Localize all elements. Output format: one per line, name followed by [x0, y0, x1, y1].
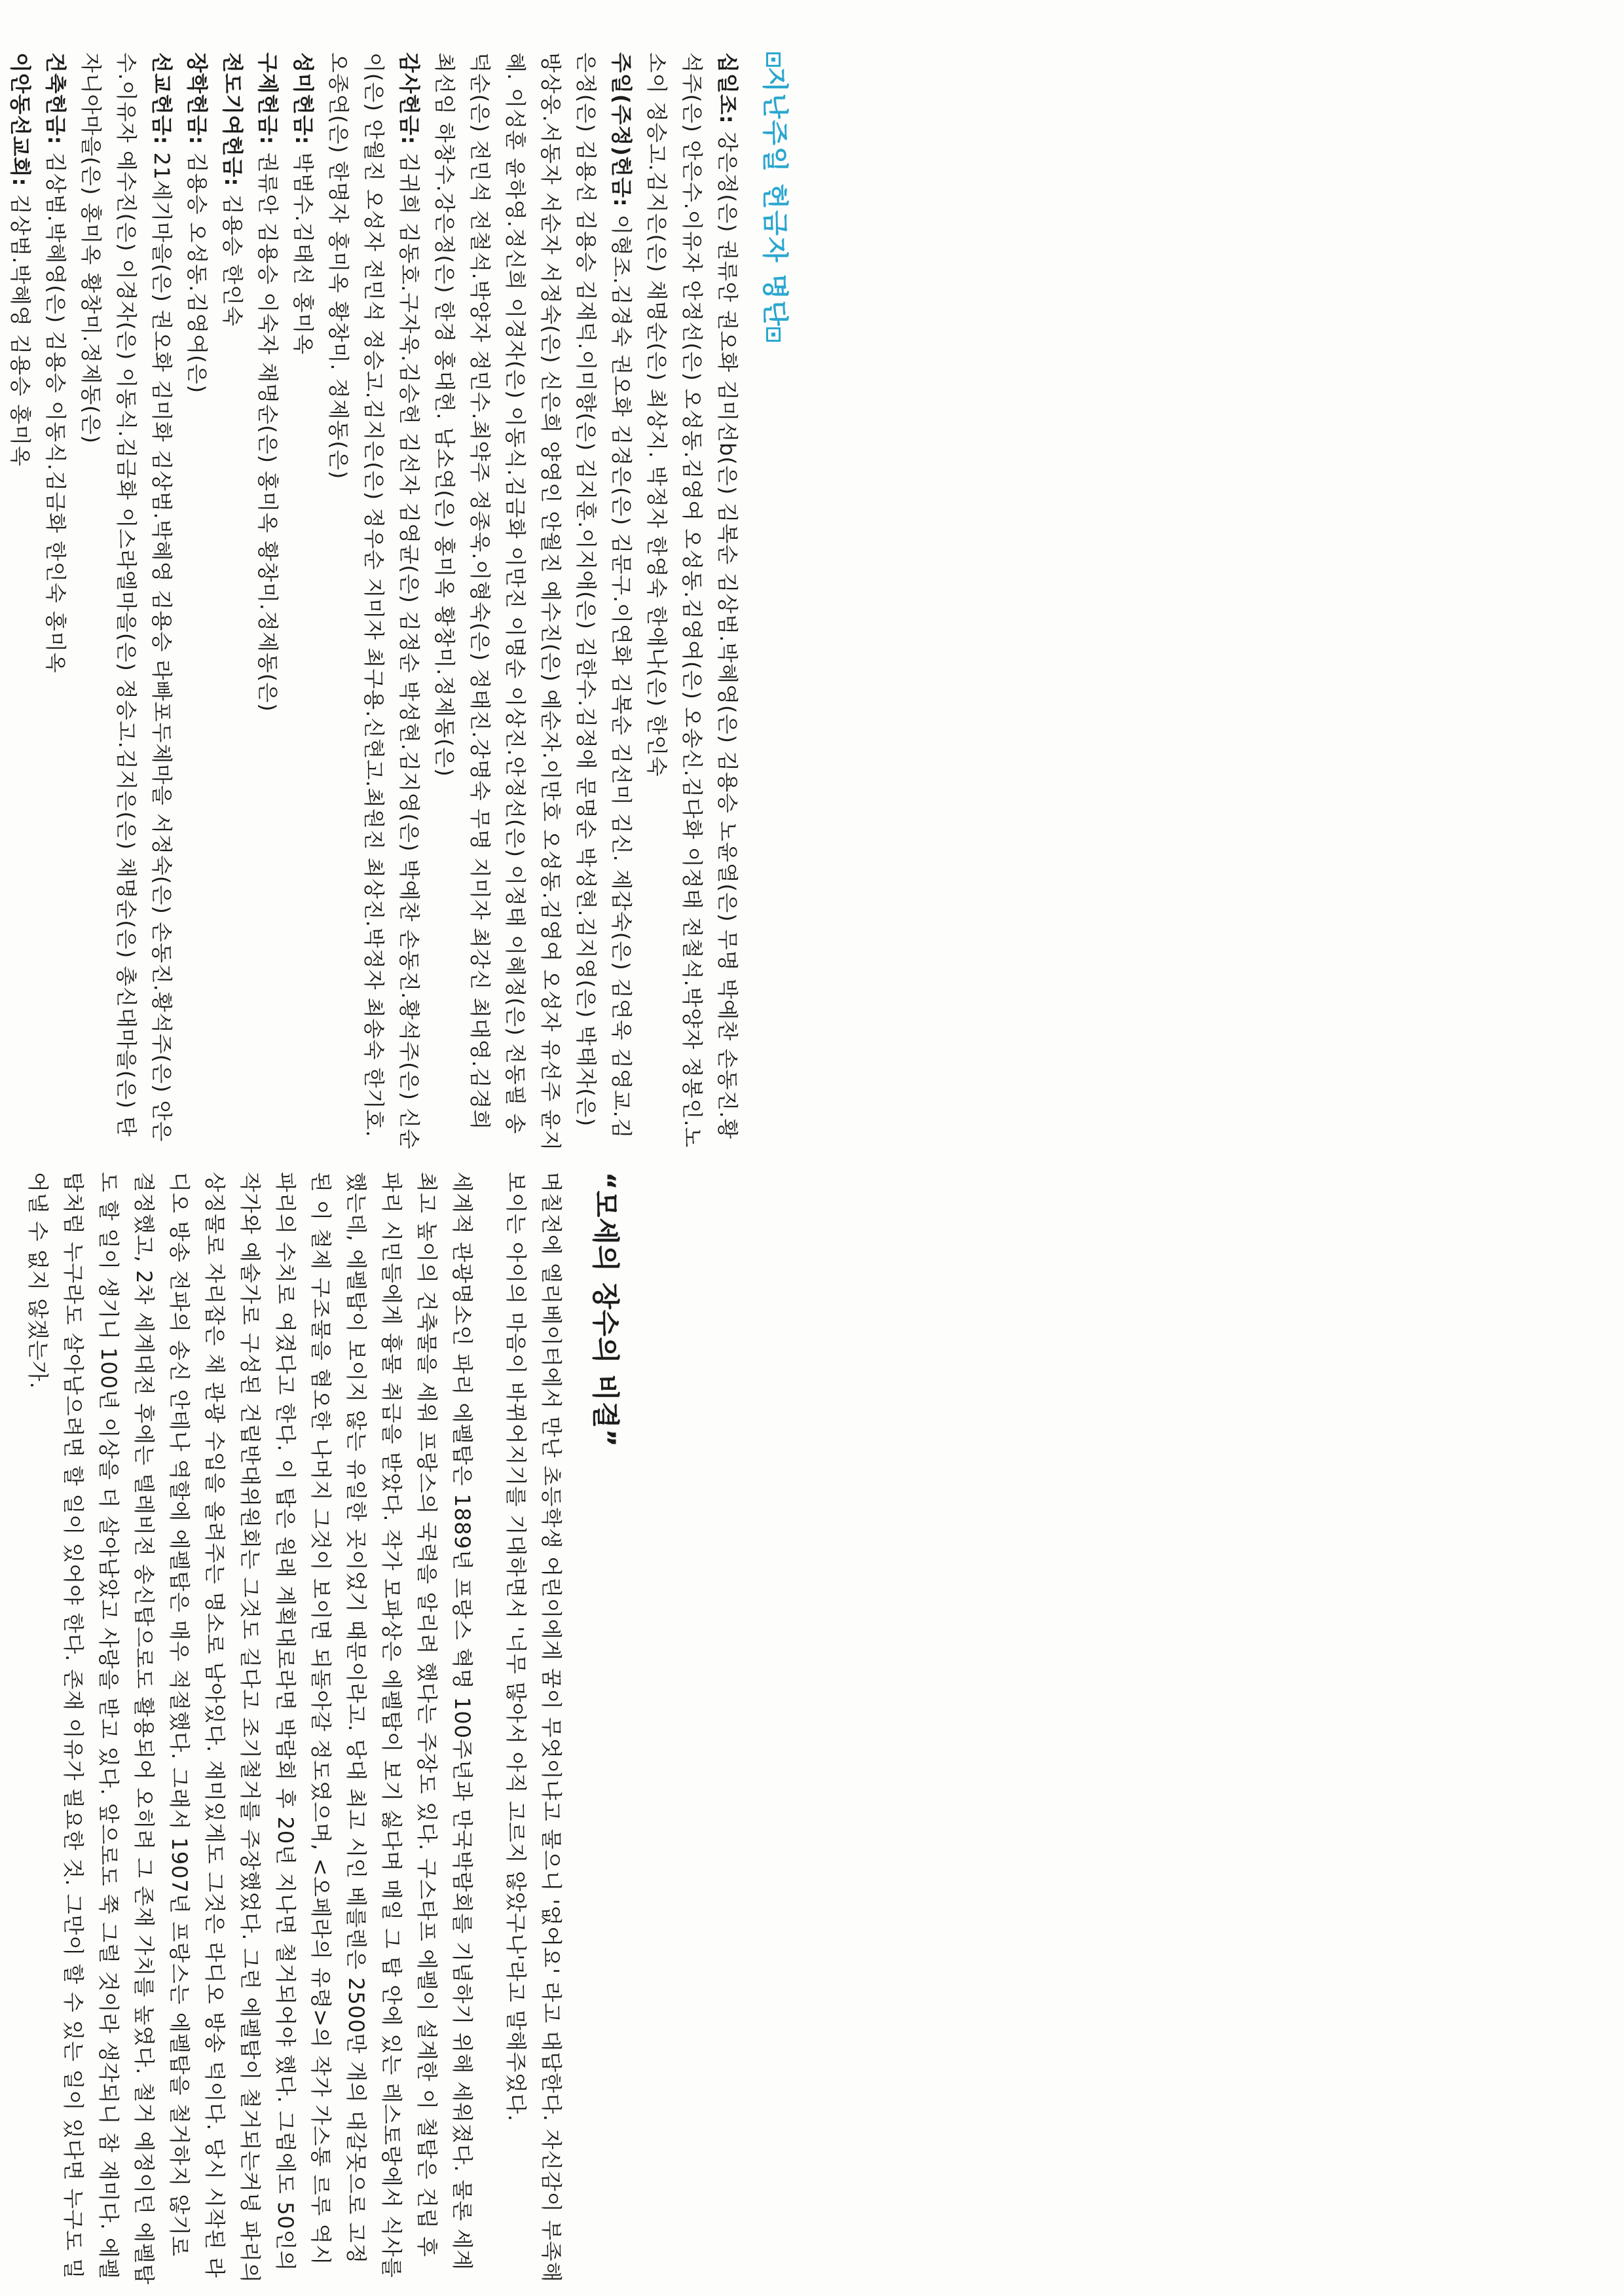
offering-title — [745, 52, 1264, 1152]
entry-mission — [73, 52, 179, 1152]
entry-label: 장학헌금: — [185, 52, 210, 145]
entry-label: 주일(주정)헌금: — [609, 52, 634, 208]
entry-scholarship — [179, 52, 215, 1152]
entry-names: 김상범.박혜영(은) 김용승 이동식.김금화 한인숙 홍미옥 — [43, 152, 68, 674]
story-paragraph: 며칠전에 엘리베이터에서 만난 초등학생 어린이에게 꿈이 무엇이냐고 물으니 '없어요' 라고 대답한다. 자신감이 부족해 보이는 아이의 마음이 바뀌어지기를 기대하면서 '너무 많아서 아직 고르지 않았구나'라고 말해주었다. — [504, 1172, 564, 2283]
entry-label: 전도기여헌금: — [220, 52, 245, 187]
entry-label: 선교헌금: — [149, 52, 174, 145]
story-title — [569, 1172, 1264, 2285]
entry-sunday — [427, 52, 639, 1152]
entry-label: 십일조: — [715, 52, 740, 124]
offering-title-text: 지난주일 헌금자 명단 — [760, 67, 790, 327]
entry-label: 이안동선교회: — [8, 52, 33, 187]
entry-label: 성미헌금: — [291, 52, 316, 145]
entry-tithe — [639, 52, 745, 1152]
entry-names: 이형조.김경숙 권오화 김경은(은) 김문구.이연화 김복순 김선미 김신. 제갑숙(은) 김연욱 김영교.김은정(은) 김용선 김용승 김재덕.이미향(은) 김지훈.이지애(은) 김한수.김정애 문명순 박성현.김지영(은) 박태자(은) 방상웅.서동자 서순자 서정숙(은) 신은희 양영인 안월진 예수진(은) 예순자.이만호 오성동.김영여 오성자 유선주 윤지혜. 이성훈 윤하영.정신희 이경자(은) 이동식.김금화 이만진 이명순 이상진.안정선(은) 이정태 이혜정(은) 전동필 송덕순(은) 전민석 전철석.박양자 정민수.최약주 정종욱.이형숙(은) 정태진.강명숙 무명 지미자 최강신 최대영.김경희 최선임 하창수.강은정(은) 한경 홍대헌. 남소연(은) 홍미옥 황창미.정제동(은) — [432, 52, 634, 1152]
entry-names: 김용승 오성동.김영여(은) — [185, 152, 210, 394]
entry-iandong — [3, 52, 38, 1152]
entry-names: 21세기마을(은) 권오화 김미화 김상범.박혜영 김용승 라빠포두체마을 서정숙(은) 손동진.황석주(은) 안은수.이유자 예수진(은) 이경자(은) 이동식.김금화 이스라엘마을(은) 정승고.김지은(은) 채명순(은) 총신대마을(은) 탄자니아마을(은) 홍미옥 황창미.정제동(은) — [79, 52, 174, 1142]
entry-names: 김용승 한인숙 — [220, 194, 245, 327]
entry-building — [38, 52, 73, 1152]
entry-rice — [286, 52, 321, 1152]
story-title-text: “모세의 장수의 비결” — [589, 1172, 621, 1448]
entry-names: 권류안 김용승 이숙자 채명순(은) 홍미옥 황창미.정제동(은) — [255, 152, 280, 712]
entry-label: 건축헌금: — [43, 52, 68, 145]
entry-label: 감사헌금: — [397, 52, 422, 145]
entry-names: 박범수.김태선 홍미옥 — [291, 152, 316, 355]
story-section — [26, 1172, 1264, 2285]
entry-names: 강은정(은) 권류안 권오화 김미선b(은) 김복순 김상범.박혜영(은) 김용승 노윤열(은) 무명 박예찬 손동진.황석주(은) 안은수.이유자 안정선(은) 오성동.김영여 오성동.김영여(은) 오송신.김다화 이정태 전철석.박양자 정봉인.노소이 정승고.김지은(은) 채명순(은) 최상지. 박정자 한영숙 한애나(은) 한인숙 — [644, 52, 740, 1148]
entry-label: 구제헌금: — [255, 52, 280, 145]
square-bullet-icon — [766, 327, 781, 342]
entry-relief — [250, 52, 286, 1152]
offering-section — [8, 52, 1264, 1152]
story-paragraph — [0, 1172, 2, 2285]
square-bullet-icon — [766, 52, 781, 67]
entry-evangelism — [215, 52, 250, 1152]
story-paragraph: 세계적 관광명소인 파리 에펠탑은 1889년 프랑스 혁명 100주년과 만국박람회를 기념하기 위해 세워졌다. 물론 세계 최고 높이의 건축물을 세워 프랑스의 국력을 알리려 했다는 주장도 있다. 구스타프 에펠이 설계한 이 철탑은 건립 후 파리 시민들에게 흉물 취급을 받았다. 작가 모파상은 에펠탑이 보기 싫다며 매일 그 탑 안에 있는 레스토랑에서 식사를 했는데, 에펠탑이 보이지 않는 유일한 곳이었기 때문이라고. 당대 최고 시인 베를렌은 2500만 개의 대갈못으로 고정된 이 철제 구조물을 혐오한 나머지 그것이 보이면 되돌아갈 정도였으며, <오페라의 유령>의 작가 가스통 르루 역시 파리의 수치로 여겼다고 한다. 이 탑은 원래 계획대로라면 박람회 후 20년 지나면 철거되어야 했다. 그럼에도 50인의 작가와 예술가로 구성된 건립반대위원회는 그것도 길다고 조기철거를 주장했었다. 그런 에펠탑이 철거되는커녕 파리의 상징물로 자리잡은 채 관광 수입을 올려주는 명소로 남아있다. 재미있게도 그것은 라디오 방송 덕이다. 당시 시작된 라디오 방송 전파의 송신 안테나 역할에 에펠탑은 매우 적절했다. 그래서 1907년 프랑스는 에펠탑을 철거하지 않기로 결정했고, 2차 세계대전 후에는 텔레비전 송신탑으로도 활용되어 오히려 그 존재 가치를 높였다. 철거 예정이던 에펠탑도 할 일이 생기니 100년 이상을 더 살아남았고 사랑을 받고 있다. 앞으로도 쭉 그럴 것이라 생각되니 참 재미다. 에펠탑처럼 누구라도 살아남으려면 할 일이 있어야 한다. 존재 이유가 필요한 것. 그만이 할 수 있는 일이 있다면 누구도 밀어낼 수 없지 않겠는가. — [26, 1172, 475, 2285]
entry-thanks — [321, 52, 427, 1152]
entry-retirement — [0, 52, 3, 1152]
entry-names: 김귀희 김동호.구자욱.김승헌 김선자 김영균(은) 김정순 박성현.김지영(은) 박예찬 손동진.황석주(은) 신순이(은) 안월진 오성자 전민석 정승고.김지은(은) 정우순 지미자 최구용.신현고.최원진 최상진.박정자 최송숙 한기호.오종연(은) 한명자 홍미옥 황창미. 정제동(은) — [326, 52, 422, 1150]
entry-names: 김상범.박혜영 김용승 홍미옥 — [8, 194, 33, 467]
